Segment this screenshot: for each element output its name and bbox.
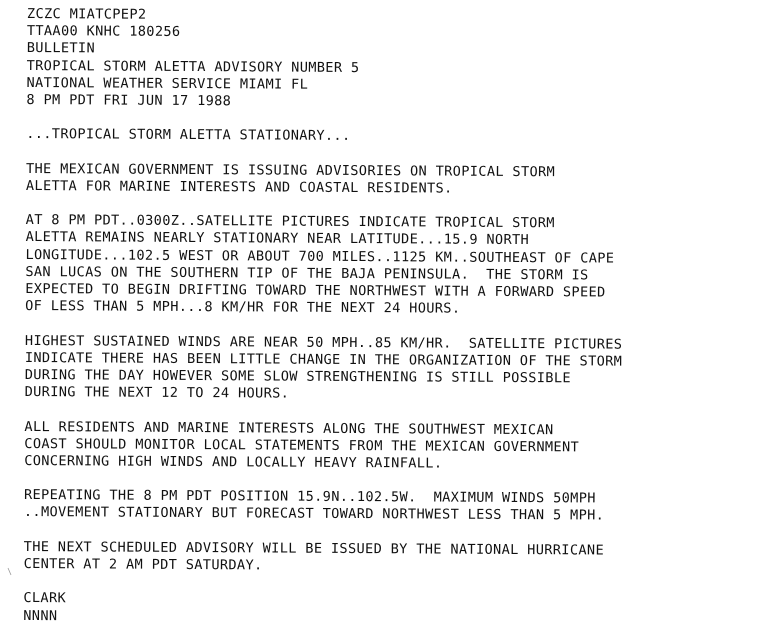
header-line: TROPICAL STORM ALETTA ADVISORY NUMBER 5 xyxy=(26,57,360,76)
paragraph-line: HIGHEST SUSTAINED WINDS ARE NEAR 50 MPH..85 KM/HR. SATELLITE PICTURES xyxy=(24,332,623,353)
paragraph-line: SAN LUCAS ON THE SOUTHERN TIP OF THE BAJA PENINSULA. THE STORM IS xyxy=(25,263,589,284)
paragraph-line: INDICATE THERE HAS BEEN LITTLE CHANGE IN THE ORGANIZATION OF THE STORM xyxy=(24,349,623,370)
end-marker-line: NNNN xyxy=(23,607,58,624)
header-line: ZCZC MIATCPEP2 xyxy=(26,6,147,23)
paragraph-line: THE MEXICAN GOVERNMENT IS ISSUING ADVISORIES ON TROPICAL STORM xyxy=(25,160,556,180)
paragraph-line: ALETTA REMAINS NEARLY STATIONARY NEAR LATITUDE...15.9 NORTH xyxy=(25,229,530,249)
paragraph-position xyxy=(25,212,766,320)
paragraph-line: EXPECTED TO BEGIN DRIFTING TOWARD THE NORTHWEST WITH A FORWARD SPEED xyxy=(25,280,606,301)
paragraph-line: DURING THE NEXT 12 TO 24 HOURS. xyxy=(24,384,290,402)
signature-line: CLARK xyxy=(23,590,67,607)
headline-line: ...TROPICAL STORM ALETTA STATIONARY... xyxy=(26,126,351,145)
paragraph-residents xyxy=(24,418,764,474)
header-line: TTAA00 KNHC 180256 xyxy=(26,23,181,41)
paragraph-line: THE NEXT SCHEDULED ADVISORY WILL BE ISSUED BY THE NATIONAL HURRICANE xyxy=(23,538,605,559)
scan-mark xyxy=(8,568,11,575)
paragraph-line: DURING THE DAY HOWEVER SOME SLOW STRENGTHENING IS STILL POSSIBLE xyxy=(24,366,571,387)
footer-block xyxy=(23,590,763,629)
header-block xyxy=(26,6,767,114)
paragraph-line: ALL RESIDENTS AND MARINE INTERESTS ALONG THE SOUTHWEST MEXICAN xyxy=(24,418,554,438)
header-line: BULLETIN xyxy=(26,40,96,57)
paragraph-line: CONCERNING HIGH WINDS AND LOCALLY HEAVY RAINFALL. xyxy=(24,452,443,472)
paragraph-line: AT 8 PM PDT..0300Z..SATELLITE PICTURES INDICATE TROPICAL STORM xyxy=(25,212,555,232)
paragraph-line: LONGITUDE...102.5 WEST OR ABOUT 700 MILES..1125 KM..SOUTHEAST OF CAPE xyxy=(25,246,615,267)
paragraph-repeating xyxy=(24,487,764,526)
paragraph-line: ALETTA FOR MARINE INTERESTS AND COASTAL RESIDENTS. xyxy=(25,177,453,197)
paragraph-line: CENTER AT 2 AM PDT SATURDAY. xyxy=(23,555,263,574)
advisory-text xyxy=(23,6,767,629)
header-line: 8 PM PDT FRI JUN 17 1988 xyxy=(26,91,232,110)
paragraph-government xyxy=(26,161,766,200)
paragraph-line: OF LESS THAN 5 MPH...8 KM/HR FOR THE NEXT 24 HOURS. xyxy=(25,298,461,317)
paragraph-line: ..MOVEMENT STATIONARY BUT FORECAST TOWARD NORTHWEST LESS THAN 5 MPH. xyxy=(23,504,605,524)
paragraph-line: REPEATING THE 8 PM PDT POSITION 15.9N..102.5W. MAXIMUM WINDS 50MPH xyxy=(23,487,596,507)
header-line: NATIONAL WEATHER SERVICE MIAMI FL xyxy=(26,74,309,93)
paragraph-next-advisory xyxy=(24,539,764,578)
paragraph-line: COAST SHOULD MONITOR LOCAL STATEMENTS FROM THE MEXICAN GOVERNMENT xyxy=(24,435,580,456)
paragraph-winds xyxy=(25,333,765,406)
